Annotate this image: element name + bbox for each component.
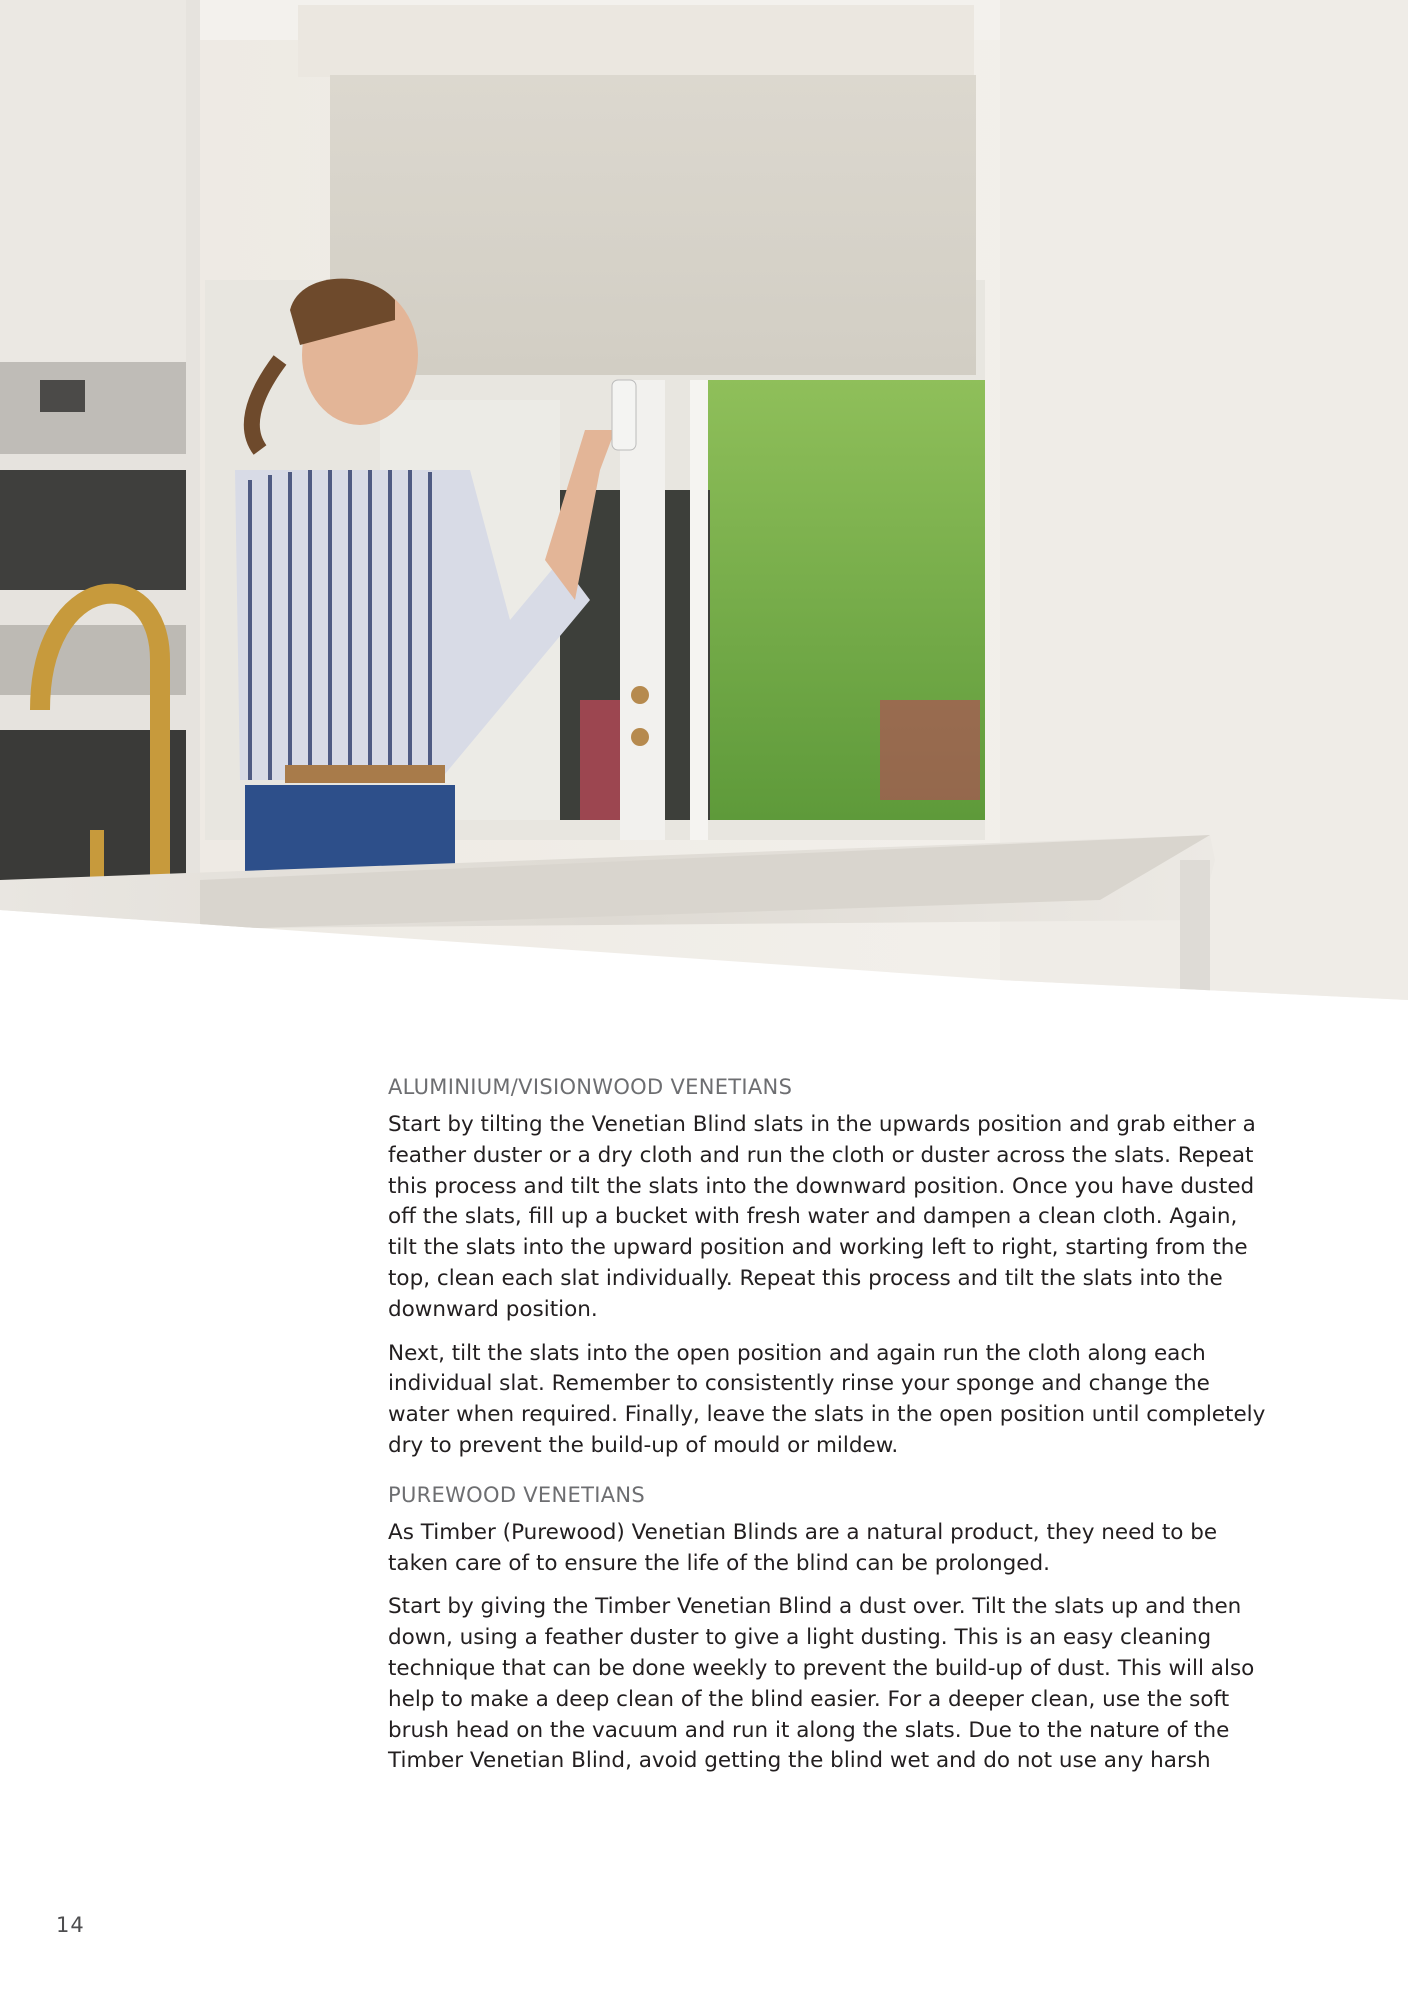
paragraph-purewood-2: Start by giving the Timber Venetian Blind a dust over. Tilt the slats up and then down, using a feather duster to give a light dusting. This is an easy cleaning technique that can be done weekly to prevent the build-up of dust. This will also help to make a deep clean of the blind easier. For a deeper clean, use the soft brush head on the vacuum and run it along the slats. Due to the nature of the Timber Venetian Blind, avoid getting the blind wet and do not use any harsh — [388, 1594, 1255, 1774]
paragraph-aluminium-1: Start by tilting the Venetian Blind slats in the upwards position and grab either a feather duster or a dry cloth and run the cloth or duster across the slats. Repeat this process and tilt the slats into the downward position. Once you have dusted off the slats, fill up a bucket with fresh water and dampen a clean cloth. Again, tilt the slats into the upward position and working left to right, starting from the top, clean each slat individually. Repeat this process and tilt the slats into the downward position. — [388, 1112, 1256, 1322]
paragraph-purewood-1: As Timber (Purewood) Venetian Blinds are a natural product, they need to be taken care of to ensure the life of the blind can be prolonged. — [388, 1519, 1218, 1576]
paragraph-aluminium-2: Next, tilt the slats into the open position and again run the cloth along each individual slat. Remember to consistently rinse your sponge and change the water when required. Finally, leave the slats in the open position until completely dry to prevent the build-up of mould or mildew. — [388, 1340, 1266, 1458]
section-heading-purewood: PUREWOOD VENETIANS — [388, 1482, 645, 1507]
section-heading-aluminium: ALUMINIUM/VISIONWOOD VENETIANS — [388, 1075, 793, 1099]
article-body — [388, 1072, 1268, 1790]
page-number: 14 — [56, 1913, 85, 1937]
